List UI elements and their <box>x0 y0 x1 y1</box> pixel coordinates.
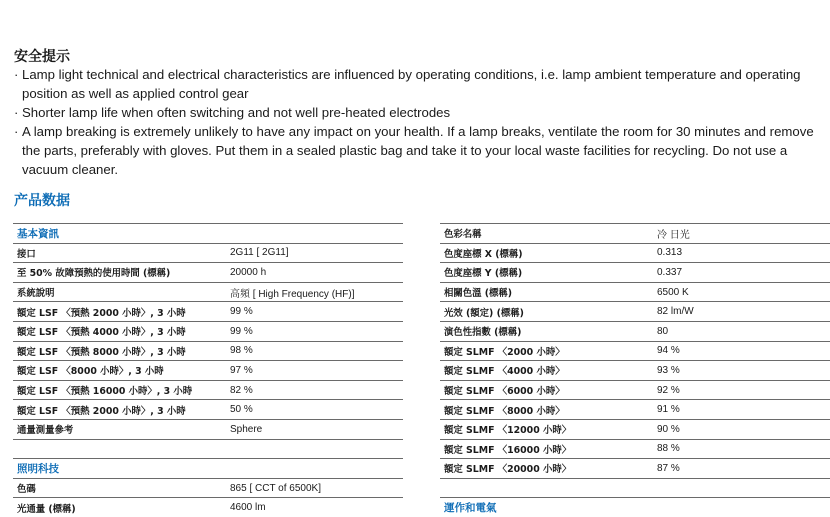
safety-item: · Shorter lamp life when often switching and not well pre-heated electrodes <box>14 105 451 120</box>
table-row: 接口 2G11 [ 2G11] <box>13 243 403 263</box>
table-row: 相關色溫 (標稱) 6500 K <box>440 282 830 302</box>
table-row: 額定 LSF 〈預熱 2000 小時〉, 3 小時 99 % <box>13 301 403 321</box>
basic-info-header: 基本資訊 <box>13 223 403 243</box>
bullet-icon: · <box>14 124 19 139</box>
bullet-icon: · <box>14 105 19 120</box>
table-row: 額定 SLMF 〈6000 小時〉 92 % <box>440 380 830 400</box>
table-row: 額定 SLMF 〈4000 小時〉 93 % <box>440 360 830 380</box>
table-row: 額定 LSF 〈8000 小時〉, 3 小時 97 % <box>13 360 403 380</box>
table-row: 通量測量參考 Sphere <box>13 419 403 439</box>
safety-list <box>14 65 820 179</box>
table-row: 額定 LSF 〈預熱 2000 小時〉, 3 小時 50 % <box>13 399 403 419</box>
table-row: 額定 SLMF 〈16000 小時〉 88 % <box>440 439 830 459</box>
table-spacer-row <box>13 439 403 459</box>
operating-electrical-header: 運作和電氣 <box>440 497 830 517</box>
safety-item: · Lamp light technical and electrical characteristics are influenced by operating conditions, i.e. lamp ambient temperature and operating position as well as applied control gear <box>14 67 801 101</box>
table-row: 額定 LSF 〈預熱 16000 小時〉, 3 小時 82 % <box>13 380 403 400</box>
safety-item: · A lamp breaking is extremely unlikely to have any impact on your health. If a lamp breaks, ventilate the room for 30 minutes and remove the parts, preferably with gloves. Put them in a sealed plastic bag and take it to your local waste facilities for recycling. Do not use a vacuum cleaner. <box>14 124 814 177</box>
table-row: 色彩名稱 冷 日光 <box>440 223 830 243</box>
left-spec-table <box>13 223 403 517</box>
table-row: 系統說明 高頻 [ High Frequency (HF)] <box>13 282 403 302</box>
table-row: 額定 SLMF 〈2000 小時〉 94 % <box>440 341 830 361</box>
product-data-title: 产品数据 <box>14 193 70 209</box>
table-row: 額定 SLMF 〈12000 小時〉 90 % <box>440 419 830 439</box>
table-spacer-row <box>440 478 830 498</box>
safety-title: 安全提示 <box>14 49 70 65</box>
bullet-icon: · <box>14 67 19 82</box>
table-row: 額定 LSF 〈預熱 4000 小時〉, 3 小時 99 % <box>13 321 403 341</box>
table-row: 額定 LSF 〈預熱 8000 小時〉, 3 小時 98 % <box>13 341 403 361</box>
table-row: 光效 (額定) (標稱) 82 lm/W <box>440 301 830 321</box>
right-spec-table <box>440 223 830 517</box>
table-row: 光通量 (標稱) 4600 lm <box>13 497 403 517</box>
table-row: 額定 SLMF 〈8000 小時〉 91 % <box>440 399 830 419</box>
table-row: 演色性指數 (標稱) 80 <box>440 321 830 341</box>
table-row: 色度座標 Y (標稱) 0.337 <box>440 262 830 282</box>
table-row: 色碼 865 [ CCT of 6500K] <box>13 478 403 498</box>
table-row: 色度座標 X (標稱) 0.313 <box>440 243 830 263</box>
table-row: 至 50% 故障預熱的使用時間 (標稱) 20000 h <box>13 262 403 282</box>
table-row: 額定 SLMF 〈20000 小時〉 87 % <box>440 458 830 478</box>
lighting-tech-header: 照明科技 <box>13 458 403 478</box>
